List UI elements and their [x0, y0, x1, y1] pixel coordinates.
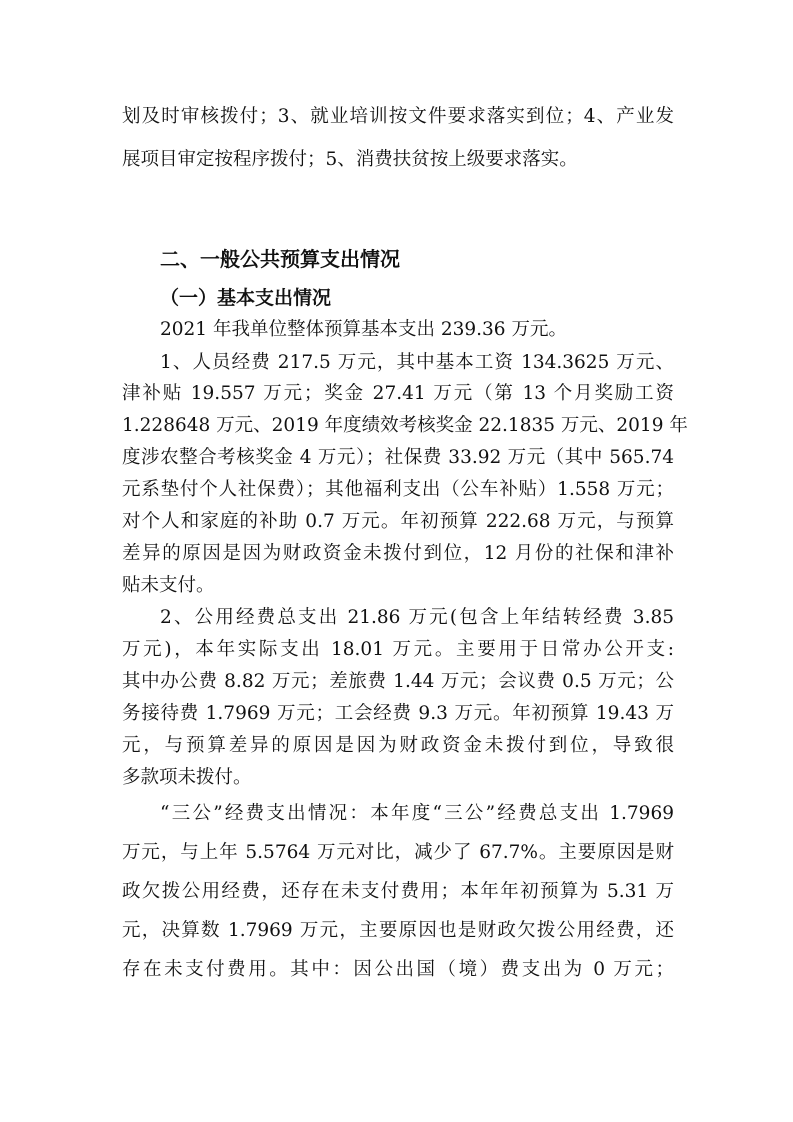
public-line-1: 2、公用经费总支出 21.86 万元(包含上年结转经费 3.85 [160, 607, 674, 628]
personnel-line-6: 对个人和家庭的补助 0.7 万元。年初预算 222.68 万元，与预算 [122, 511, 674, 532]
intro-line-1: 划及时审核拨付；3、就业培训按文件要求落实到位；4、产业发 [122, 106, 674, 127]
personnel-line-4: 度涉农整合考核奖金 4 万元）；社保费 33.92 万元（其中 565.74 [122, 447, 674, 468]
three-public-line-3: 政欠拨公用经费，还存在未支付费用；本年年初预算为 5.31 万 [122, 881, 674, 902]
public-line-5: 元，与预算差异的原因是因为财政资金未拨付到位，导致很 [122, 735, 674, 756]
three-public-line-4: 元，决算数 1.7969 万元，主要原因也是财政欠拨公用经费，还 [122, 920, 674, 941]
personnel-line-3: 1.228648 万元、2019 年度绩效考核奖金 22.1835 万元、2019 年 [122, 415, 688, 436]
intro-line-2: 展项目审定按程序拨付；5、消费扶贫按上级要求落实。 [122, 149, 578, 170]
section-heading: 二、一般公共预算支出情况 [160, 247, 400, 271]
public-line-6: 多款项未拨付。 [122, 767, 252, 788]
public-line-3: 其中办公费 8.82 万元；差旅费 1.44 万元；会议费 0.5 万元；公 [122, 671, 674, 692]
three-public-line-5: 存在未支付费用。其中：因公出国（境）费支出为 0 万元； [122, 959, 674, 980]
three-public-line-2: 万元，与上年 5.5764 万元对比，减少了 67.7%。主要原因是财 [122, 842, 674, 863]
subsection-heading: （一）基本支出情况 [160, 287, 332, 309]
personnel-line-5: 元系垫付个人社保费）；其他福利支出（公车补贴）1.558 万元； [122, 479, 674, 500]
total-expenditure-line: 2021 年我单位整体预算基本支出 239.36 万元。 [160, 319, 567, 340]
public-line-4: 务接待费 1.7969 万元；工会经费 9.3 万元。年初预算 19.43 万 [122, 703, 674, 724]
three-public-line-1: “三公”经费支出情况：本年度“三公”经费总支出 1.7969 [160, 803, 674, 824]
personnel-line-7: 差异的原因是因为财政资金未拨付到位，12 月份的社保和津补 [122, 543, 674, 564]
personnel-line-8: 贴未支付。 [122, 575, 215, 596]
public-line-2: 万元)，本年实际支出 18.01 万元。主要用于日常办公开支: [122, 639, 674, 660]
personnel-line-1: 1、人员经费 217.5 万元，其中基本工资 134.3625 万元、 [160, 352, 674, 373]
personnel-line-2: 津补贴 19.557 万元；奖金 27.41 万元（第 13 个月奖励工资 [122, 383, 674, 404]
